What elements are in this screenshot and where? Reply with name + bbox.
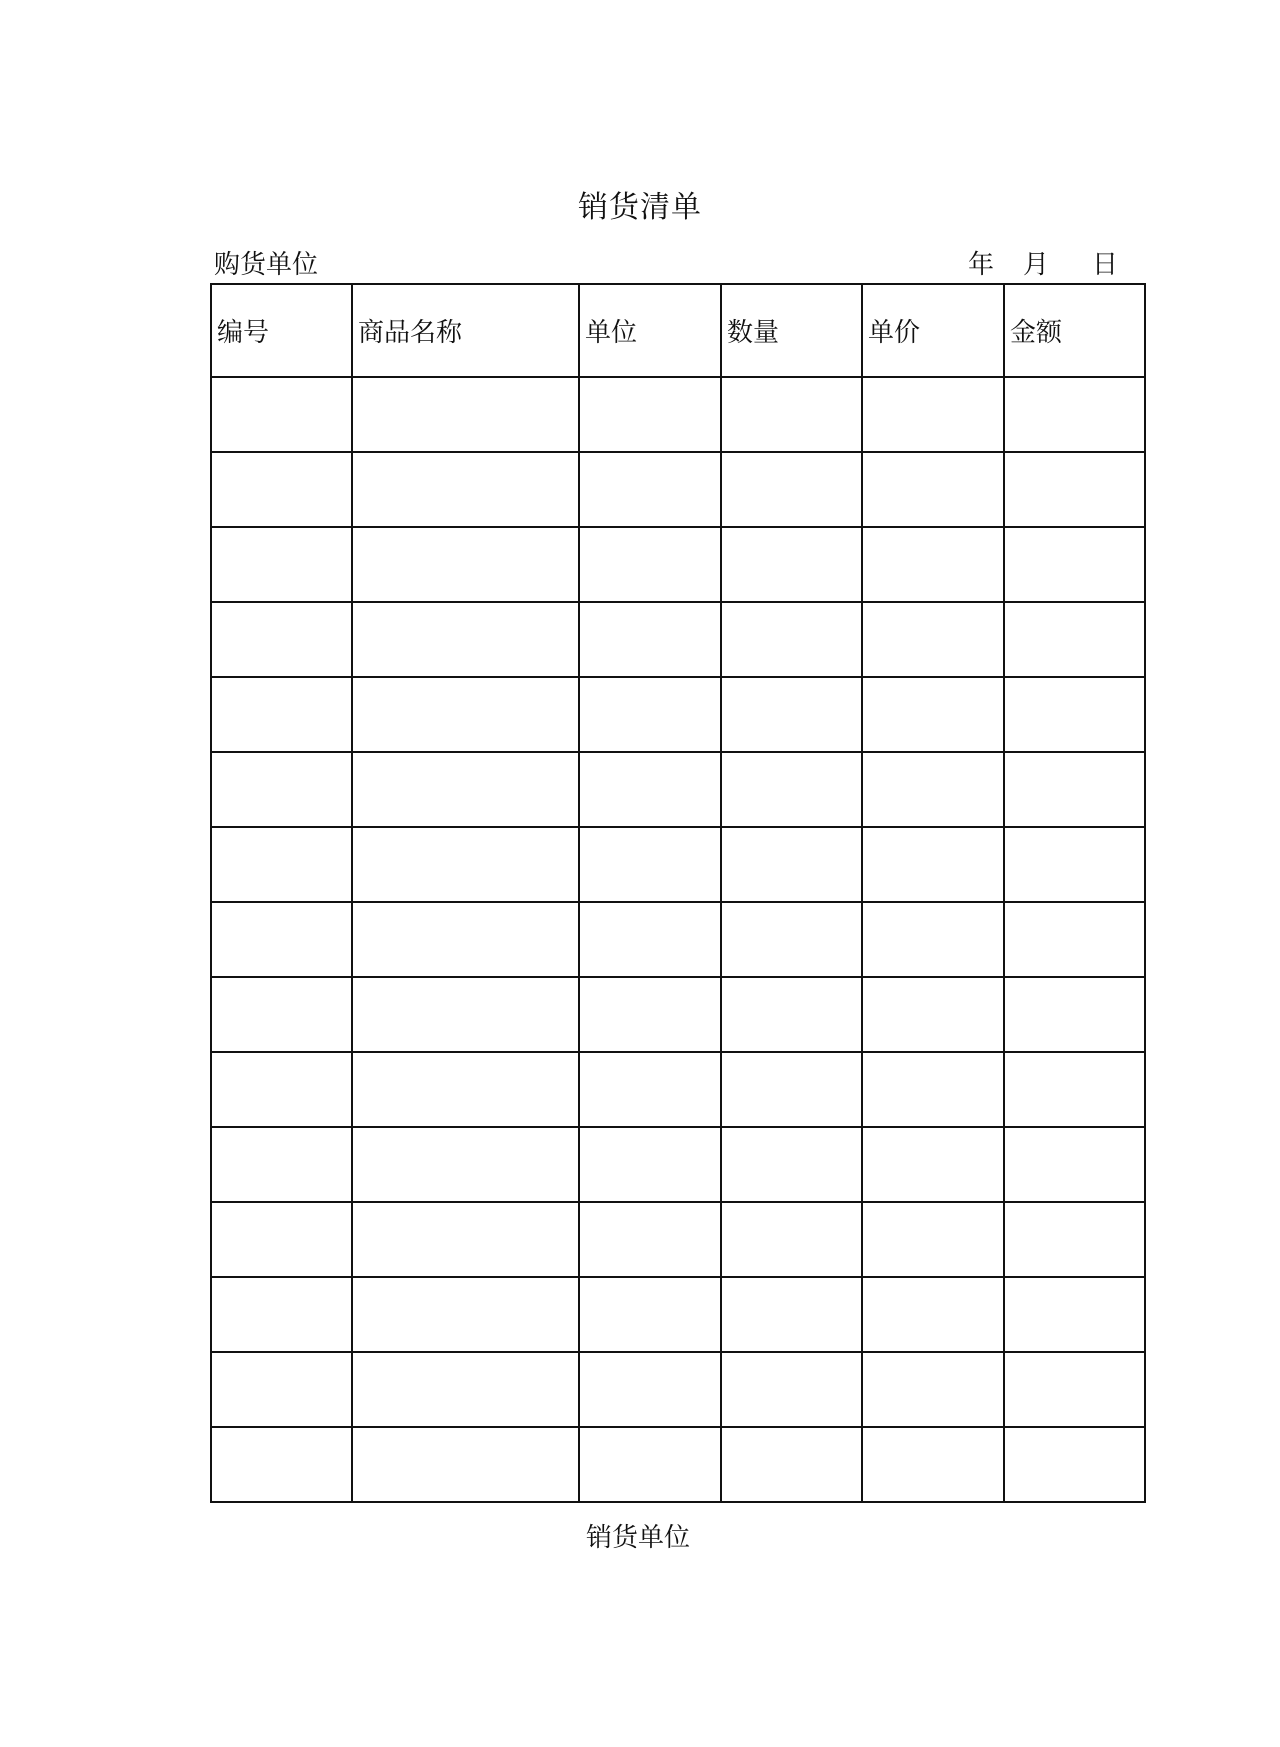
table-body — [211, 377, 1145, 1502]
table-cell — [352, 902, 579, 977]
table-cell — [1004, 752, 1145, 827]
table-cell — [721, 377, 862, 452]
table-cell — [1004, 677, 1145, 752]
table-row — [211, 1427, 1145, 1502]
table-cell — [211, 902, 352, 977]
table-cell — [211, 1427, 352, 1502]
table-cell — [352, 1127, 579, 1202]
table-cell — [352, 1202, 579, 1277]
buyer-unit-label: 购货单位 — [214, 250, 319, 280]
seller-unit-text: 销货单位 — [585, 1523, 690, 1553]
table-cell — [1004, 527, 1145, 602]
table-cell — [211, 677, 352, 752]
table-cell — [352, 602, 579, 677]
table-cell — [1004, 1427, 1145, 1502]
table-row — [211, 1052, 1145, 1127]
table-cell — [352, 752, 579, 827]
table-cell — [211, 1202, 352, 1277]
table-cell — [721, 752, 862, 827]
table-row — [211, 377, 1145, 452]
table-cell — [579, 752, 721, 827]
table-row — [211, 1277, 1145, 1352]
table-cell — [862, 452, 1004, 527]
table-cell — [352, 527, 579, 602]
table-cell — [352, 377, 579, 452]
table-cell — [352, 452, 579, 527]
table-cell — [862, 1352, 1004, 1427]
table-cell — [579, 452, 721, 527]
date-day-label: 日 — [1092, 250, 1119, 280]
table-cell — [862, 752, 1004, 827]
table-row — [211, 752, 1145, 827]
table-row — [211, 1352, 1145, 1427]
table-cell — [721, 1127, 862, 1202]
table-cell — [862, 1202, 1004, 1277]
column-header-quantity: 数量 — [721, 284, 862, 377]
table-cell — [352, 677, 579, 752]
document-title: 销货清单 — [578, 190, 702, 225]
table-cell — [721, 602, 862, 677]
table-cell — [211, 752, 352, 827]
date-month-label: 月 — [1023, 250, 1050, 280]
table-cell — [1004, 1277, 1145, 1352]
table-cell — [579, 377, 721, 452]
table-cell — [211, 1127, 352, 1202]
table-cell — [579, 1202, 721, 1277]
table-cell — [579, 527, 721, 602]
table-cell — [352, 827, 579, 902]
table-cell — [352, 1427, 579, 1502]
table-cell — [352, 1277, 579, 1352]
table-cell — [1004, 1202, 1145, 1277]
table-cell — [862, 677, 1004, 752]
table-cell — [721, 452, 862, 527]
table-cell — [1004, 452, 1145, 527]
table-cell — [579, 677, 721, 752]
table-cell — [862, 527, 1004, 602]
table-cell — [862, 977, 1004, 1052]
table-cell — [211, 977, 352, 1052]
table-cell — [579, 1277, 721, 1352]
table-cell — [1004, 827, 1145, 902]
table-cell — [579, 1427, 721, 1502]
table-cell — [1004, 1352, 1145, 1427]
table-cell — [1004, 977, 1145, 1052]
column-header-unit-price: 单价 — [862, 284, 1004, 377]
table-cell — [579, 827, 721, 902]
table-row — [211, 827, 1145, 902]
table-cell — [579, 602, 721, 677]
column-header-number: 编号 — [211, 284, 352, 377]
table-cell — [579, 977, 721, 1052]
table-row — [211, 977, 1145, 1052]
table-cell — [1004, 1052, 1145, 1127]
table-cell — [211, 827, 352, 902]
table-cell — [862, 602, 1004, 677]
table-cell — [1004, 377, 1145, 452]
table-row — [211, 1127, 1145, 1202]
table-row — [211, 452, 1145, 527]
column-header-unit: 单位 — [579, 284, 721, 377]
table-cell — [579, 902, 721, 977]
table-cell — [211, 1277, 352, 1352]
table-cell — [721, 1202, 862, 1277]
table-row — [211, 677, 1145, 752]
table-row — [211, 902, 1145, 977]
table-cell — [862, 1427, 1004, 1502]
date-year-label: 年 — [968, 250, 995, 280]
table-cell — [721, 1052, 862, 1127]
table-cell — [862, 1127, 1004, 1202]
table-row — [211, 602, 1145, 677]
table-cell — [1004, 1127, 1145, 1202]
table-cell — [211, 452, 352, 527]
table-row — [211, 527, 1145, 602]
table-header-row — [211, 284, 1145, 377]
table-cell — [862, 1277, 1004, 1352]
table-cell — [721, 902, 862, 977]
table-cell — [579, 1127, 721, 1202]
table-cell — [721, 1427, 862, 1502]
table-cell — [352, 1352, 579, 1427]
table-cell — [862, 377, 1004, 452]
table-cell — [721, 827, 862, 902]
table-cell — [211, 1052, 352, 1127]
table-cell — [862, 827, 1004, 902]
table-cell — [211, 1352, 352, 1427]
table-cell — [211, 527, 352, 602]
table-cell — [721, 977, 862, 1052]
table-row — [211, 1202, 1145, 1277]
column-header-amount: 金额 — [1004, 284, 1145, 377]
table-cell — [579, 1052, 721, 1127]
table-cell — [579, 1352, 721, 1427]
table-cell — [862, 902, 1004, 977]
table-cell — [352, 1052, 579, 1127]
table-cell — [721, 1352, 862, 1427]
table-cell — [352, 977, 579, 1052]
column-header-product-name: 商品名称 — [352, 284, 579, 377]
table-cell — [721, 1277, 862, 1352]
sales-list-table — [210, 283, 1146, 1503]
table-cell — [1004, 602, 1145, 677]
table-cell — [721, 677, 862, 752]
table-cell — [211, 602, 352, 677]
seller-unit-label — [0, 1517, 1280, 1554]
table-cell — [211, 377, 352, 452]
table-cell — [1004, 902, 1145, 977]
table-cell — [862, 1052, 1004, 1127]
table-cell — [721, 527, 862, 602]
